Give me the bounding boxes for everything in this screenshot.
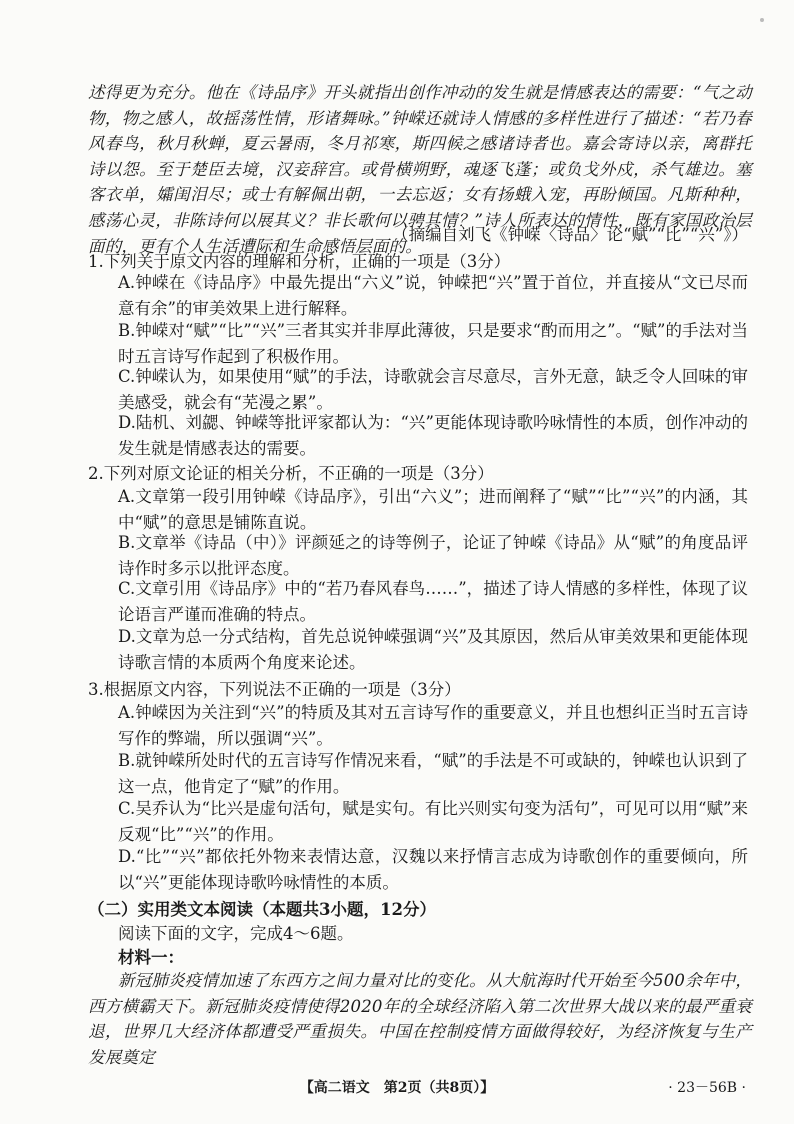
question-2-option-a[interactable]: A.文章第一段引用钟嵘《诗品序》，引出“六义”；进而阐释了“赋”“比”“兴”的内涵，其中“赋”的意思是铺陈直说。: [118, 487, 748, 532]
question-1-option-c[interactable]: C.钟嵘认为，如果使用“赋”的手法，诗歌就会言尽意尽，言外无意，缺乏令人回味的审美感受，就会有“芜漫之累”。: [118, 367, 748, 412]
question-2-option-d[interactable]: D.文章为总一分式结构，首先总说钟嵘强调“兴”及其原因，然后从审美效果和更能体现诗歌言情的本质两个角度来论述。: [118, 627, 748, 672]
question-3-stem: 3.根据原文内容，下列说法不正确的一项是（3分）: [88, 680, 461, 699]
scan-mark: [760, 18, 764, 22]
question-3-option-c[interactable]: C.吴乔认为“比兴是虚句活句，赋是实句。有比兴则实句变为活句”，可见可以用“赋”来反观“比”“兴”的作用。: [118, 799, 748, 844]
question-3-option-d[interactable]: D.“比”“兴”都依托外物来表情达意，汉魏以来抒情言志成为诗歌创作的重要倾向，所以“兴”更能体现诗歌吟咏情性的本质。: [118, 847, 748, 892]
question-1-option-b[interactable]: B.钟嵘对“赋”“比”“兴”三者其实并非厚此薄彼，只是要求“酌而用之”。“赋”的手法对当时五言诗写作起到了积极作用。: [118, 321, 748, 366]
question-2-option-b[interactable]: B.文章举《诗品（中）》评颜延之的诗等例子，论证了钟嵘《诗品》从“赋”的角度品评诗作时多示以批评态度。: [118, 533, 748, 578]
section-2-instruction: 阅读下面的文字，完成4～6题。: [118, 924, 354, 943]
section-2-title: （二）实用类文本阅读（本题共3小题，12分）: [88, 900, 436, 919]
question-1-stem: 1.下列关于原文内容的理解和分析，正确的一项是（3分）: [88, 252, 511, 271]
question-2-option-c[interactable]: C.文章引用《诗品序》中的“若乃春风春鸟……”，描述了诗人情感的多样性，体现了议论语言严谨而准确的特点。: [118, 579, 748, 624]
footer-code: · 23－56B ·: [668, 1080, 746, 1096]
page-footer: [0, 1077, 794, 1103]
passage-source: （摘编自刘飞《钟嵘〈诗品〉论“赋”“比”“兴”》）: [392, 225, 748, 244]
passage-paragraph: 述得更为充分。他在《诗品序》开头就指出创作冲动的发生就是情感表达的需要：“气之动物，物之感人，故摇荡性情，形诸舞咏。”钟嵘还就诗人情感的多样性进行了描述：“若乃春风春鸟，秋月秋蝉，夏云暑雨，冬月祁寒，斯四候之感诸诗者也。嘉会寄诗以亲，离群托诗以怨。至于楚臣去境，汉妾辞宫。或骨横朔野，魂逐飞蓬；或负戈外戍，杀气雄边。塞客衣单，孀闺泪尽；或士有解佩出朝，一去忘返；女有扬蛾入宠，再盼倾国。凡斯种种，感荡心灵，非陈诗何以展其义？非长歌何以骋其情？”诗人所表达的情性，既有家国政治层面的，更有个人生活遭际和生命感悟层面的。: [88, 83, 752, 256]
footer-page-info: 【高二语文 第2页（共8页）】: [299, 1080, 495, 1096]
material-1-text: 新冠肺炎疫情加速了东西方之间力量对比的变化。从大航海时代开始至今500余年中，西方横霸天下。新冠肺炎疫情使得2020年的全球经济陷入第二次世界大战以来的最严重衰退，世界几大经济体都遭受严重损失。中国在控制疫情方面做得较好，为经济恢复与生产发展奠定: [88, 971, 752, 1067]
question-3-option-a[interactable]: A.钟嵘因为关注到“兴”的特质及其对五言诗写作的重要意义，并且也想纠正当时五言诗写作的弊端，所以强调“兴”。: [118, 703, 748, 748]
material-1-label: 材料一：: [118, 948, 184, 967]
question-1-option-a[interactable]: A.钟嵘在《诗品序》中最先提出“六义”说，钟嵘把“兴”置于首位，并直接从“文已尽而意有余”的审美效果上进行解释。: [118, 273, 748, 318]
question-1-option-d[interactable]: D.陆机、刘勰、钟嵘等批评家都认为：“兴”更能体现诗歌吟咏情性的本质，创作冲动的发生就是情感表达的需要。: [118, 413, 748, 458]
question-3-option-b[interactable]: B.就钟嵘所处时代的五言诗写作情况来看，“赋”的手法是不可或缺的，钟嵘也认识到了这一点，他肯定了“赋”的作用。: [118, 751, 748, 796]
question-2-stem: 2.下列对原文论证的相关分析，不正确的一项是（3分）: [88, 464, 494, 483]
